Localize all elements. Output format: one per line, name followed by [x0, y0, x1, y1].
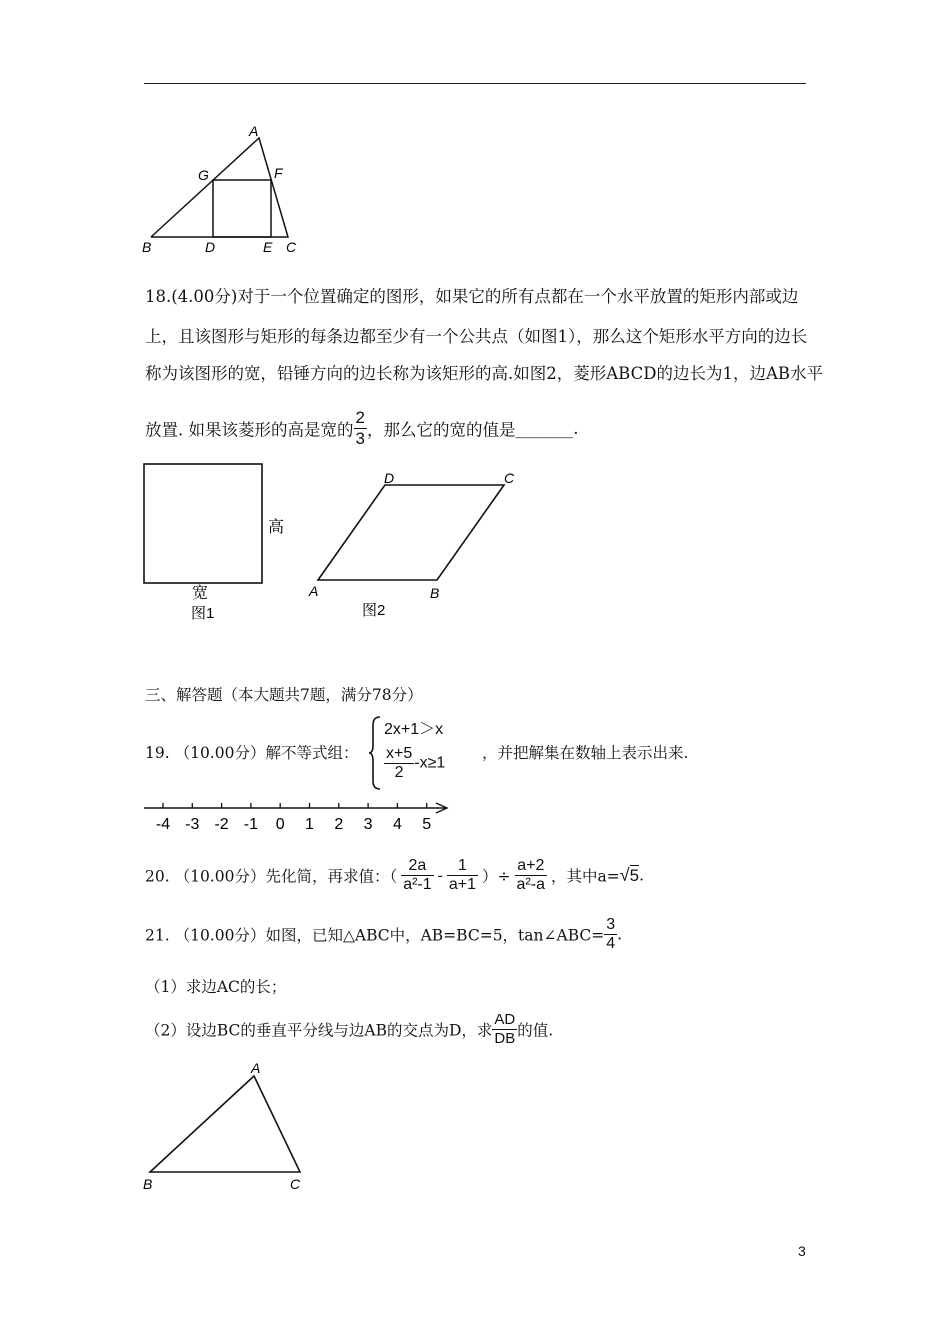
label-B: B	[142, 239, 152, 255]
q19-ineq2-frac	[384, 745, 414, 782]
number-line-label: 0	[275, 816, 285, 833]
q21-line1	[145, 916, 622, 953]
figure-1-2	[140, 460, 530, 630]
sqrt-icon: √	[619, 865, 630, 885]
fig1-label-high: 高	[268, 519, 285, 536]
tri-label-C: C	[290, 1176, 301, 1192]
q19-ineq2-rest: -x≥1	[414, 754, 446, 772]
q21-part2-frac	[492, 1012, 517, 1047]
section3-title: 三、解答题（本大题共7题，满分78分）	[145, 686, 423, 704]
q19-ineq1: 2x+1＞x	[384, 721, 444, 738]
tri-label-B: B	[143, 1176, 153, 1192]
q20-div: ）÷	[482, 867, 511, 886]
q18-line1: 18.(4.00分)对于一个位置确定的图形，如果它的所有点都在一个水平放置的矩形内部或边	[145, 287, 799, 306]
q18-line3: 称为该图形的宽，铅锤方向的边长称为该矩形的高.如图2，菱形ABCD的边长为1，边AB水平	[145, 364, 823, 383]
label-G: G	[198, 167, 209, 183]
q20-sqrt-val: 5	[629, 865, 640, 885]
fig2-label-B: B	[430, 585, 440, 601]
number-line-label: 4	[392, 816, 402, 833]
triangle-abc	[150, 1076, 300, 1172]
q19-ineq2	[384, 745, 445, 782]
q21-part2	[145, 1012, 553, 1047]
tri-label-A: A	[251, 1060, 261, 1076]
q20-f2-num: 1	[458, 857, 467, 874]
figure-triangle-square	[138, 118, 308, 258]
q20-f1-num: 2a	[408, 857, 427, 874]
q21-part2-a: （2）设边BC的垂直平分线与边AB的交点为D，求	[145, 1021, 493, 1040]
q21-tan-frac	[604, 916, 617, 953]
q20-minus: -	[437, 866, 443, 885]
q18-line4-end: .	[573, 419, 579, 439]
fig1-label-wide: 宽	[192, 585, 209, 602]
label-A: A	[249, 123, 259, 139]
q18-line4-b: ，那么它的宽的值是	[366, 420, 516, 440]
number-line-label: -2	[214, 816, 229, 833]
q20-line	[145, 857, 644, 894]
number-line-label: 2	[334, 816, 344, 833]
q21-part2-b: 的值.	[517, 1021, 554, 1040]
fig2-label-C: C	[504, 470, 515, 486]
q19-brace	[368, 715, 382, 791]
q18-frac-den: 3	[355, 428, 365, 448]
fig1-caption: 图1	[191, 605, 215, 622]
q21-tan-den: 4	[606, 934, 616, 952]
q18-line2: 上，且该图形与矩形的每条边都至少有一个公共点（如图1），那么这个矩形水平方向的边长	[145, 327, 808, 346]
q20-f3-den: a²-a	[516, 875, 545, 893]
q21-part2-num: AD	[494, 1011, 516, 1028]
fig2-rhombus	[318, 485, 504, 580]
number-line-label: -3	[185, 816, 200, 833]
q20-prefix: 20. （10.00分）先化简，再求值：（	[145, 867, 398, 886]
number-line-label: 1	[305, 816, 314, 833]
q18-frac-num: 2	[355, 408, 365, 427]
fig1-rectangle	[144, 464, 262, 583]
q19-frac-num: x+5	[386, 745, 413, 762]
q18-line4	[145, 409, 578, 448]
number-line-label: -4	[155, 816, 171, 833]
number-line-label: 5	[422, 816, 432, 833]
q20-f1-den: a²-1	[403, 875, 432, 893]
header-rule	[144, 83, 806, 84]
label-F: F	[274, 165, 283, 181]
q20-suffix: ，其中a=	[551, 867, 620, 886]
q20-f3-num: a+2	[517, 857, 545, 874]
q19-frac-den: 2	[384, 763, 414, 782]
q18-answer-blank[interactable]: _______	[515, 419, 574, 439]
label-D: D	[205, 239, 216, 255]
inscribed-square	[213, 180, 271, 237]
q21-tan-num: 3	[606, 916, 616, 933]
number-line	[140, 798, 460, 838]
q20-frac3	[515, 857, 547, 894]
q18-line4-a: 放置. 如果该菱形的高是宽的	[145, 420, 354, 440]
q21-line1-a: 21. （10.00分）如图，已知△ABC中，AB=BC=5，tan∠ABC=	[145, 926, 605, 945]
fig2-caption: 图2	[362, 602, 386, 619]
q20-f2-den: a+1	[448, 875, 477, 893]
triangle-outline	[151, 138, 288, 237]
page-number: 3	[798, 1243, 806, 1259]
q21-line1-end: .	[617, 925, 623, 944]
q19-suffix: ，并把解集在数轴上表示出来.	[482, 744, 689, 762]
number-line-label: 3	[363, 816, 373, 833]
q20-frac2	[447, 857, 478, 894]
q21-part2-den: DB	[494, 1029, 516, 1047]
figure-triangle-abc	[138, 1058, 318, 1198]
fig2-label-D: D	[384, 470, 395, 486]
number-line-label: -1	[243, 816, 259, 833]
label-E: E	[263, 239, 273, 255]
label-C: C	[286, 239, 297, 255]
q19-prefix: 19. （10.00分）解不等式组：	[145, 744, 359, 762]
q20-frac1	[401, 857, 433, 894]
q20-end: .	[639, 866, 645, 885]
fig2-label-A: A	[309, 583, 319, 599]
q21-part1: （1）求边AC的长；	[145, 978, 287, 996]
q18-fraction	[354, 409, 367, 448]
